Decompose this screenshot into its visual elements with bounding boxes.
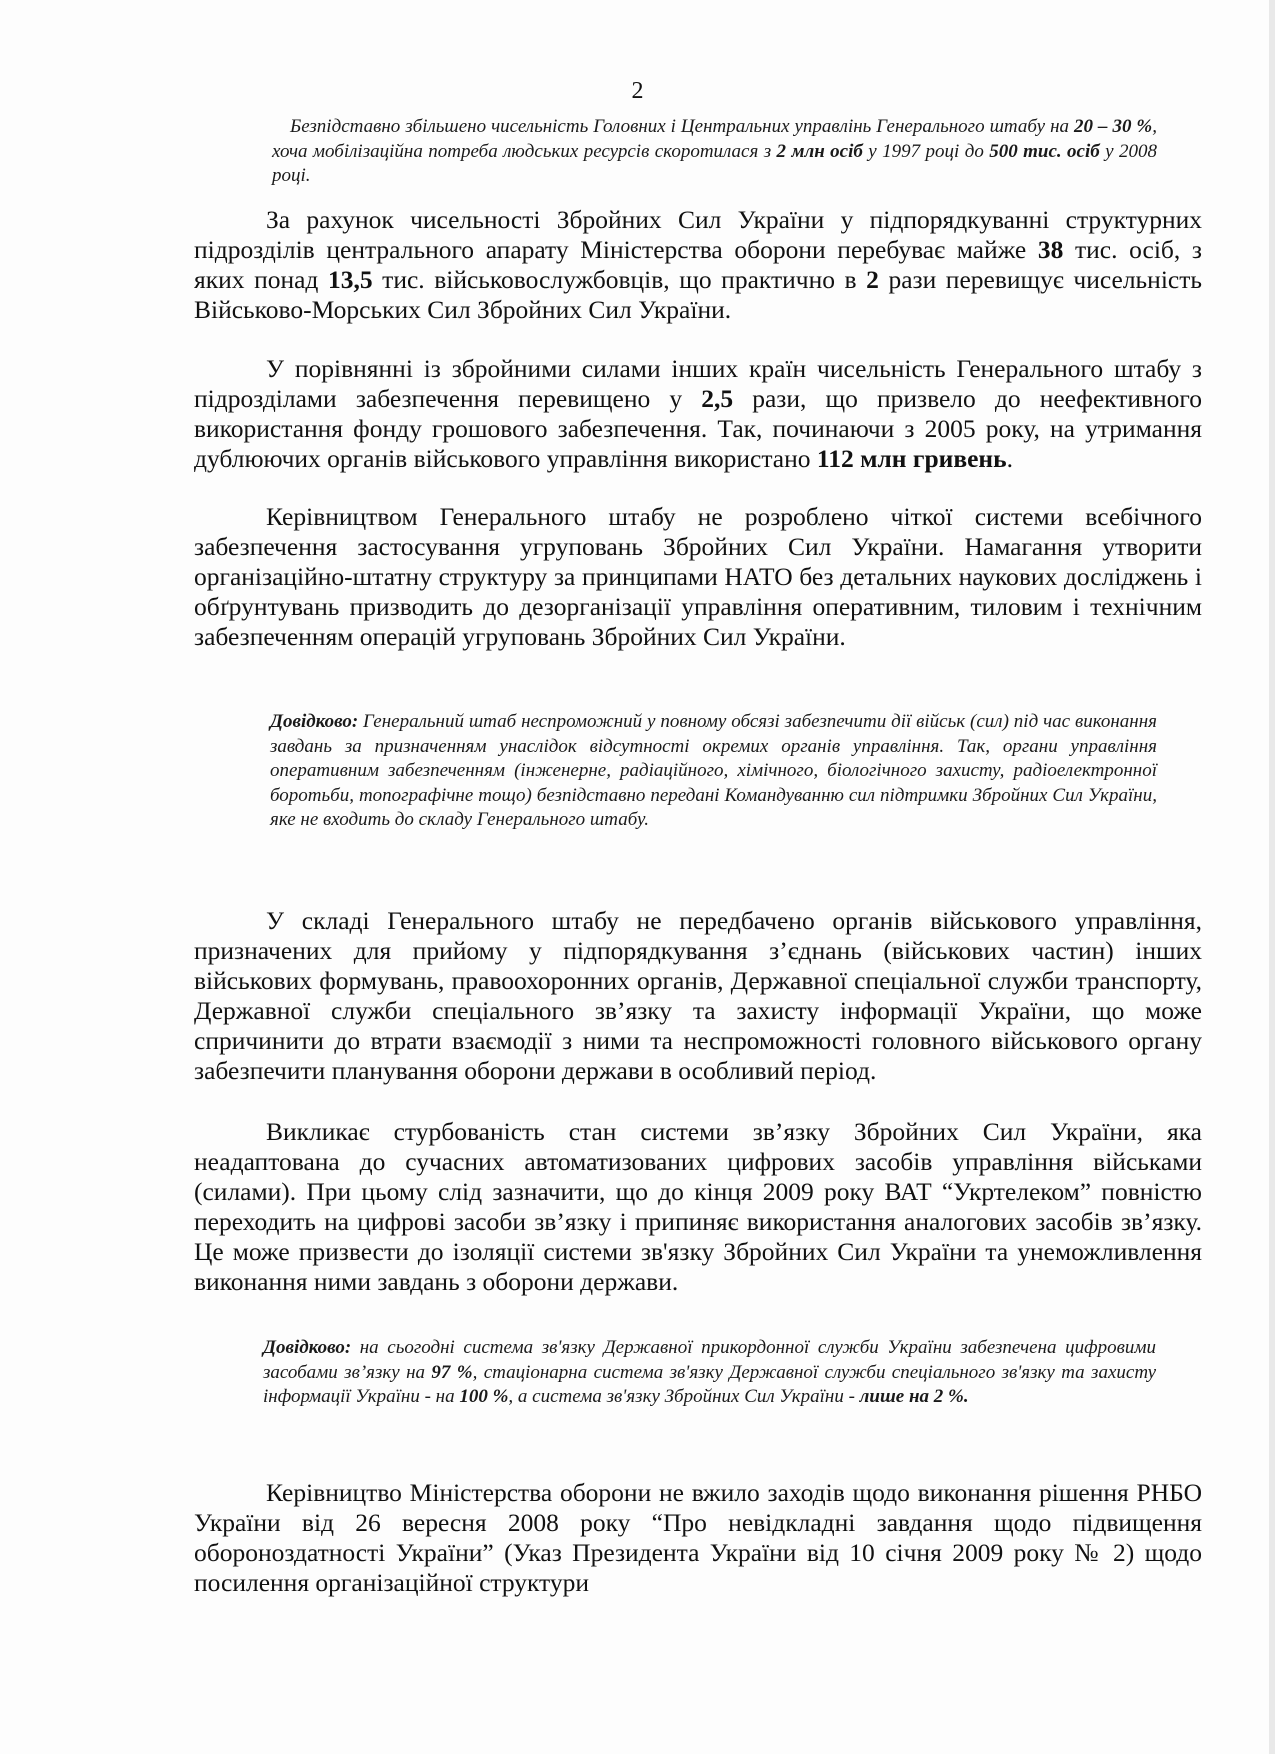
page-edge bbox=[1269, 0, 1275, 1754]
para-2-run-4: . bbox=[1006, 444, 1013, 473]
note-reference-1 bbox=[270, 710, 1157, 833]
note-2-run-0: Довідково: bbox=[270, 711, 359, 732]
note-1-run-1: 20 – 30 % bbox=[1073, 116, 1153, 137]
para-2-run-1: 2,5 bbox=[701, 384, 734, 413]
note-3-run-6: лише на 2 %. bbox=[859, 1386, 969, 1407]
note-3-run-3: , стаціонарна система зв'язку Державної служби спеціального зв'язку та захисту інформації України - на bbox=[263, 1361, 1156, 1407]
note-reference-2 bbox=[263, 1336, 1156, 1410]
para-1-run-3: 13,5 bbox=[327, 265, 373, 294]
note-1-run-6: у 2008 році. bbox=[272, 140, 1157, 186]
note-3-run-4: 100 % bbox=[459, 1386, 509, 1407]
note-2-run-1: Генеральний штаб неспроможний у повному обсязі забезпечити дії військ (сил) під час виконання завдань за призначенням унаслідок відсутності окремих органів управління. Так, органи управління оперативним забезпеченням (інженерне, радіаційного, хімічного, біологічного захисту, радіоелектронної боротьби, топографічне тощо) безпідставно передані Командуванню сил підтримки Збройних Сил України, яке не входить до складу Генерального штабу. bbox=[270, 711, 1157, 830]
para-1-run-1: 38 bbox=[1037, 235, 1064, 264]
para-5-run-0: Викликає стурбованість стан системи зв’язку Збройних Сил України, яка неадаптована до сучасних автоматизованих цифрових засобів управління військами (силами). При цьому слід зазначити, що до кінця 2009 року ВАТ “Укртелеком” повністю переходить на цифрові засоби зв’язку і припиняє використання аналогових засобів зв’язку. Це може призвести до ізоляції системи зв'язку Збройних Сил України та унеможливлення виконання ними завдань з оборони держави. bbox=[194, 1117, 1202, 1296]
note-3-run-2: 97 % bbox=[431, 1361, 473, 1383]
note-3-run-1: на сьогодні система зв'язку Державної прикордонної служби України забезпечена цифровими засобами зв’язку на bbox=[263, 1337, 1156, 1383]
note-1-run-3: 2 млн осіб bbox=[776, 140, 863, 162]
paragraph-support-system bbox=[194, 502, 1202, 652]
note-headcount bbox=[272, 115, 1157, 189]
para-1-run-4: тис. військовослужбовців, що практично в bbox=[372, 265, 867, 294]
para-2-run-0: У порівнянні із збройними силами інших країн чисельність Генерального штабу з підрозділами забезпечення перевищено у bbox=[194, 354, 1202, 413]
para-1-run-2: тис. осіб, з яких понад bbox=[194, 235, 1202, 294]
para-2-run-3: 112 млн гривень bbox=[816, 444, 1007, 473]
paragraph-communications bbox=[194, 1117, 1202, 1297]
paragraph-comparison bbox=[194, 354, 1202, 474]
note-3-run-5: , а система зв'язку Збройних Сил України - bbox=[508, 1386, 860, 1407]
para-3-run-0: Керівництвом Генерального штабу не розроблено чіткої системи всебічного забезпечення застосування угруповань Збройних Сил України. Намагання утворити організаційно-штатну структуру за принципами НАТО без детальних наукових досліджень і обґрунтувань призводить до дезорганізації управління оперативним, тиловим і технічним забезпеченням операцій угруповань Збройних Сил України. bbox=[194, 502, 1202, 651]
para-2-run-2: рази, що призвело до неефективного використання фонду грошового забезпечення. Так, починаючи з 2005 року, на утримання дублюючих органів військового управління використано bbox=[194, 384, 1202, 473]
note-1-run-0: Безпідставно збільшено чисельність Головних і Центральних управлінь Генерального штабу на bbox=[290, 116, 1074, 137]
para-4-run-0: У складі Генерального штабу не передбачено органів військового управління, призначених для прийому у підпорядкування з’єднань (військових частин) інших військових формувань, правоохоронних органів, Державної спеціальної служби транспорту, Державної служби спеціального зв’язку та захисту інформації України, що може спричинити до втрати взаємодії з ними та неспроможності головного військового органу забезпечити планування оборони держави в особливий період. bbox=[194, 906, 1202, 1085]
note-1-run-2: , хоча мобілізаційна потреба людських ресурсів скоротилася з bbox=[272, 116, 1157, 162]
paragraph-military-bodies bbox=[194, 906, 1202, 1086]
paragraph-nsdc-decision bbox=[194, 1478, 1202, 1598]
note-1-run-5: 500 тис. осіб bbox=[989, 140, 1100, 162]
paragraph-central-apparatus bbox=[194, 205, 1202, 325]
para-6-run-0: Керівництво Міністерства оборони не вжило заходів щодо виконання рішення РНБО України від 26 вересня 2008 року “Про невідкладні завдання щодо підвищення обороноздатності України” (Указ Президента України від 10 січня 2009 року № 2) щодо посилення організаційної структури bbox=[194, 1478, 1202, 1597]
page-number: 2 bbox=[631, 78, 644, 104]
para-1-run-5: 2 bbox=[866, 265, 879, 294]
note-1-run-4: у 1997 році до bbox=[862, 140, 990, 162]
para-1-run-6: рази перевищує чисельність Військово-Морських Сил Збройних Сил України. bbox=[194, 265, 1203, 324]
note-3-run-0: Довідково: bbox=[263, 1337, 352, 1358]
para-1-run-0: За рахунок чисельності Збройних Сил України у підпорядкуванні структурних підрозділів центрального апарату Міністерства оборони перебуває майже bbox=[194, 205, 1202, 264]
